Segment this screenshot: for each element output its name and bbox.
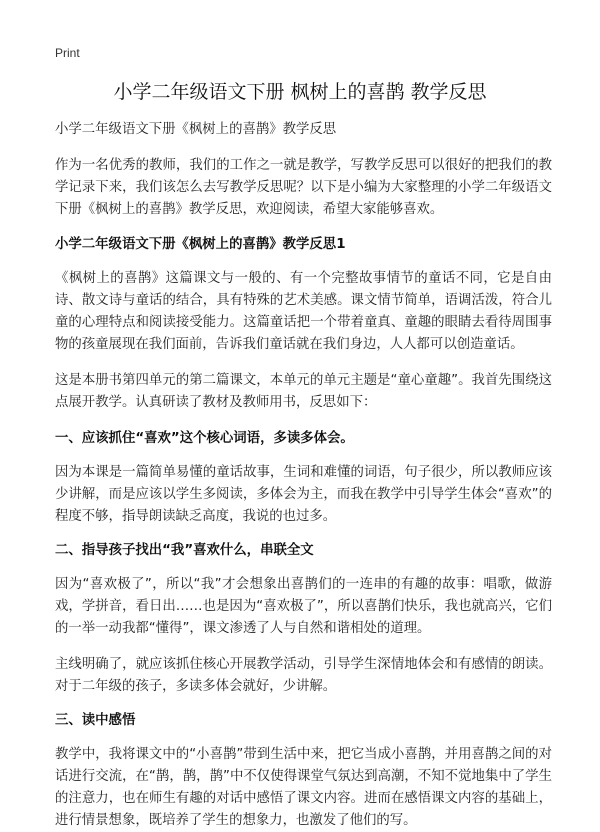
heading-3: 三、读中感悟	[55, 713, 136, 728]
heading-1: 一、应该抓住“喜欢”这个核心词语，多读多体会。	[55, 431, 354, 446]
paragraph-2: 这是本册书第四单元的第二篇课文，本单元的单元主题是“童心童趣”。我首先围绕这点展开教学。认真研读了教材及教师用书，反思如下：	[55, 373, 552, 410]
paragraph-4: 因为“喜欢极了”，所以“我”才会想象出喜鹊们的一连串的有趣的故事：唱歌，做游戏，学拼音，看日出……也是因为“喜欢极了”，所以喜鹊们快乐，我也就高兴，它们的一举一动我都“懂得”，课文渗透了人与自然和谐相处的道理。	[55, 577, 552, 636]
page-title: 小学二年级语文下册 枫树上的喜鹊 教学反思	[113, 81, 487, 103]
paragraph-5: 主线明确了，就应该抓住核心开展教学活动，引导学生深情地体会和有感情的朗读。对于二年级的孩子，多读多体会就好，少讲解。	[55, 657, 552, 694]
print-label: Print	[55, 46, 80, 60]
heading-2: 二、指导孩子找出“我”喜欢什么，串联全文	[55, 543, 314, 558]
paragraph-6: 教学中，我将课文中的“小喜鹊”带到生活中来，把它当成小喜鹊，并用喜鹊之间的对话进行交流，在“鹊，鹊，鹊”中不仅使得课堂气氛达到高潮，不知不觉地集中了学生的注意力，也在师生有趣的对话中感悟了课文内容。进而在感悟课文内容的基础上，进行情景想象，既培养了学生的想象力，也激发了他们的写。	[55, 747, 552, 828]
document-body	[55, 119, 552, 832]
subtitle: 小学二年级语文下册《枫树上的喜鹊》教学反思	[55, 122, 337, 137]
paragraph-3: 因为本课是一篇简单易懂的童话故事，生词和难懂的词语，句子很少，所以教师应该少讲解，而是应该以学生多阅读，多体会为主，而我在教学中引导学生体会“喜欢”的程度不够，指导朗读缺乏高度，我说的也过多。	[55, 465, 552, 524]
paragraph-1: 《枫树上的喜鹊》这篇课文与一般的、有一个完整故事情节的童话不同，它是自由诗、散文诗与童话的结合，具有特殊的艺术美感。课文情节简单，语调活泼，符合儿童的心理特点和阅读接受能力。这篇童话把一个带着童真、童趣的眼睛去看待周围事物的孩童展现在我们面前，告诉我们童话就在我们身边，人人都可以创造童话。	[55, 271, 552, 352]
intro-paragraph: 作为一名优秀的教师，我们的工作之一就是教学，写教学反思可以很好的把我们的教学记录下来，我们该怎么去写教学反思呢？以下是小编为大家整理的小学二年级语文下册《枫树上的喜鹊》教学反思，欢迎阅读，希望大家能够喜欢。	[55, 158, 552, 217]
section-heading: 小学二年级语文下册《枫树上的喜鹊》教学反思1	[55, 237, 346, 252]
